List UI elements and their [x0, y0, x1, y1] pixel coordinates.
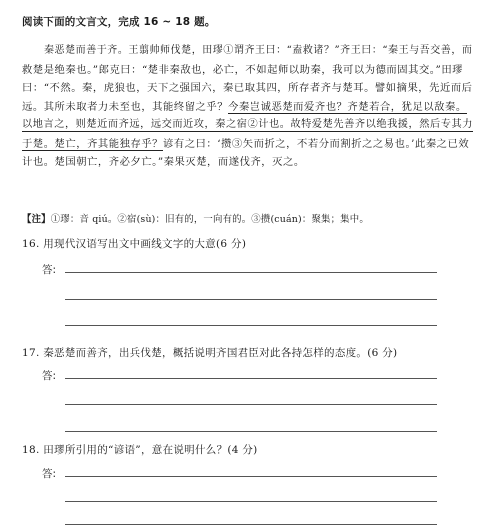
answer-label: 答: — [42, 468, 57, 480]
reading-instruction: 阅读下面的文言文，完成 16 ~ 18 题。 — [22, 16, 216, 28]
classical-passage — [22, 42, 474, 172]
question-17: 17. 秦恶楚而善齐，出兵伐楚，概括说明齐国君臣对此各持怎样的态度。(6 分) — [22, 347, 398, 359]
passage-text: 远。其所未取者力未至也，其能终留之乎？ — [22, 100, 229, 113]
passage-line: 秦恶楚而善于齐。王翦帅师伐楚，田璆①谓齐王曰：“盍救诸？”齐王曰：“秦王与吾交善，而 — [44, 45, 473, 56]
underlined-text: 以地言之，则楚近而齐远，远交而近攻，秦之宿②计也。 — [22, 119, 291, 130]
note-text: ①璆：音 qiú。②宿(sù)：旧有的，一向有的。③攒(cuán)：聚集；集中。 — [50, 214, 369, 225]
passage-line: 救楚是绝秦也。”郎克曰：“楚非秦敌也，必亡，不如起师以助秦，我可以为德而固其交。”田璆 — [22, 63, 464, 76]
passage-line — [22, 116, 474, 135]
underlined-text: 今秦岂诚恶楚而爱齐也？齐楚若合，犹足以敌秦。 — [228, 100, 467, 113]
underlined-text: 故特爱楚先善齐以绝我援，然后专其力 — [290, 119, 473, 130]
answer-line[interactable] — [65, 325, 437, 326]
answer-line[interactable] — [65, 501, 437, 502]
passage-line: 曰：“不然。秦，虎狼也，天下之强国六，秦已取其四，所存者齐与楚耳。譬如摘果，先近而后 — [22, 82, 473, 94]
note-label: 【注】 — [22, 214, 51, 225]
answer-line[interactable] — [65, 476, 437, 477]
annotation-notes — [22, 213, 369, 227]
underlined-text: 楚亡，齐其能独存乎？ — [54, 137, 164, 150]
answer-line[interactable] — [65, 404, 437, 405]
answer-line[interactable] — [65, 299, 437, 300]
underlined-text: 于楚。 — [22, 137, 55, 150]
answer-line[interactable] — [65, 524, 437, 525]
passage-line — [22, 98, 474, 117]
passage-line — [22, 135, 474, 154]
passage-text: 谚有之曰：‘攒③矢而折之，不若分而割折之之易也。’此秦之已效 — [163, 137, 470, 150]
question-16: 16. 用现代汉语写出文中画线文字的大意(6 分) — [22, 238, 247, 250]
question-18: 18. 田璆所引用的“谚语”，意在说明什么？(4 分) — [22, 444, 258, 456]
answer-line[interactable] — [65, 378, 437, 379]
answer-line[interactable] — [65, 272, 437, 273]
answer-label: 答: — [42, 370, 57, 382]
answer-line[interactable] — [65, 431, 437, 432]
passage-line: 计也。楚国朝亡，齐必夕亡。”秦果灭楚，而遂伐齐，灭之。 — [22, 156, 305, 168]
answer-label: 答: — [42, 264, 57, 276]
